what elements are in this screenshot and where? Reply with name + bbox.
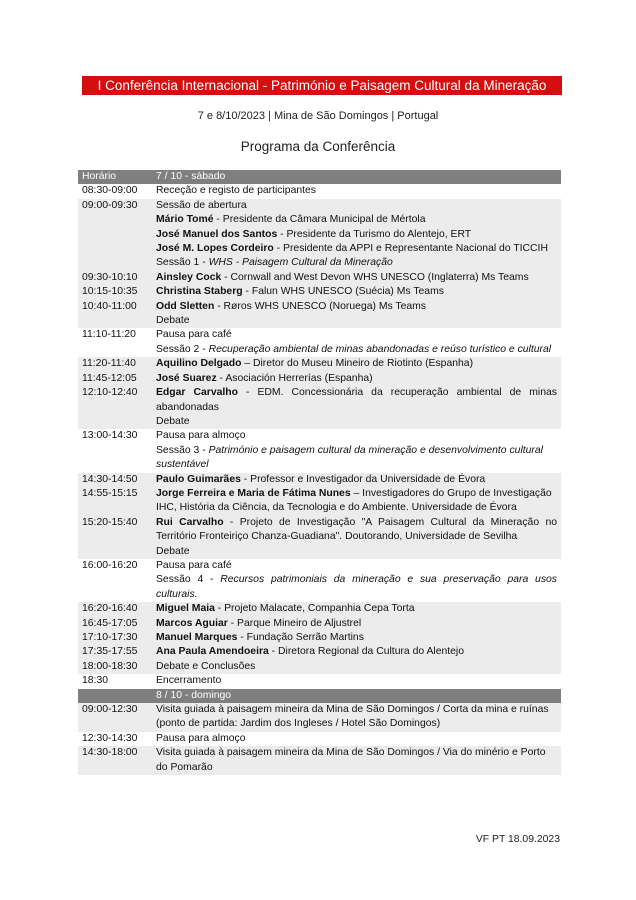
time-cell: 09:00-09:30 — [82, 199, 138, 211]
table-row — [78, 271, 561, 285]
table-row — [78, 343, 561, 357]
time-cell: 10:40-11:00 — [82, 300, 137, 312]
time-cell: 08:30-09:00 — [82, 185, 138, 197]
description-cell — [156, 631, 561, 645]
speaker-role: - EDM. Concessionária da recuperação ambiental de minas abandonadas — [156, 387, 557, 413]
conference-title: I Conferência Internacional - Património e Paisagem Cultural da Mineração — [82, 76, 562, 95]
time-cell: 17:35-17:55 — [82, 646, 138, 658]
speaker-name: Miguel Maia — [156, 603, 215, 615]
time-cell — [78, 242, 156, 256]
description-cell: Visita guiada à paisagem mineira da Mina de São Domingos / Via do minério e Porto do Pomarão — [156, 747, 546, 773]
description-cell — [156, 372, 561, 386]
table-header-day-1 — [78, 170, 561, 184]
description-cell — [156, 617, 561, 631]
speaker-name: José Suarez — [156, 372, 217, 384]
description-cell — [156, 516, 561, 545]
table-row — [78, 285, 561, 299]
table-row — [78, 516, 561, 545]
speaker-name: Christina Staberg — [156, 286, 243, 298]
table-row — [78, 415, 561, 429]
time-cell: 16:00-16:20 — [82, 559, 138, 571]
time-cell — [78, 444, 156, 473]
version-footer: VF PT 18.09.2023 — [475, 834, 560, 845]
time-cell: 11:10-11:20 — [82, 329, 136, 341]
description-cell — [156, 357, 561, 371]
program-table — [78, 170, 561, 775]
speaker-role: - Professor e Investigador da Universidade de Évora — [240, 473, 486, 485]
table-row — [78, 213, 561, 227]
speaker-name: Rui Carvalho — [156, 516, 224, 528]
speaker-role: - Falun WHS UNESCO (Suécia) Ms Teams — [242, 286, 444, 298]
session-title — [156, 343, 561, 357]
time-cell — [78, 228, 156, 242]
table-row — [78, 545, 561, 559]
session-title — [156, 573, 561, 602]
table-row — [78, 732, 561, 746]
time-cell: 10:15-10:35 — [82, 286, 138, 298]
table-row — [78, 184, 561, 198]
time-cell: 16:20-16:40 — [82, 603, 138, 615]
speaker-name: Marcos Aguiar — [156, 617, 228, 629]
time-cell: 11:45-12:05 — [82, 372, 137, 384]
description-cell: Receção e registo de participantes — [156, 185, 316, 197]
speaker-name: José M. Lopes Cordeiro — [156, 243, 274, 255]
table-row — [78, 617, 561, 631]
description-cell — [156, 213, 561, 227]
table-row — [78, 300, 561, 314]
description-cell: Pausa para almoço — [156, 732, 246, 744]
table-row — [78, 660, 561, 674]
time-cell — [78, 343, 156, 357]
table-row — [78, 386, 561, 415]
time-cell: 12:10-12:40 — [82, 387, 138, 399]
table-row — [78, 602, 561, 616]
speaker-name: Jorge Ferreira e Maria de Fátima Nunes — [156, 487, 351, 499]
speaker-role: - Cornwall and West Devon WHS UNESCO (Inglaterra) Ms Teams — [221, 271, 529, 283]
speaker-role: - Presidente da Turismo do Alentejo, ERT — [277, 228, 472, 240]
table-row — [78, 645, 561, 659]
description-cell — [156, 228, 561, 242]
time-cell — [78, 256, 156, 270]
description-cell: Encerramento — [156, 675, 222, 687]
time-cell — [78, 314, 156, 328]
time-cell: 11:20-11:40 — [82, 358, 136, 370]
table-row — [78, 487, 561, 516]
time-cell — [78, 689, 156, 703]
table-row — [78, 444, 561, 473]
session-theme: Património e paisagem cultural da mineração e desenvolvimento cultural sustentável — [156, 444, 543, 471]
description-cell: Sessão de abertura — [156, 199, 247, 211]
table-row — [78, 357, 561, 371]
session-theme: WHS - Paisagem Cultural da Mineração — [208, 257, 393, 269]
table-row — [78, 674, 561, 688]
table-row — [78, 199, 561, 213]
description-cell: Pausa para café — [156, 329, 232, 341]
table-row — [78, 372, 561, 386]
speaker-role: - Presidente da APPI e Representante Nacional do TICCIH — [273, 243, 548, 255]
program-heading: Programa da Conferência — [240, 139, 396, 154]
table-row — [78, 473, 561, 487]
table-row — [78, 228, 561, 242]
session-prefix: Sessão 3 - — [156, 444, 209, 456]
speaker-role: – Investigadores do Grupo de Investigação IHC, História da Ciência, da Tecnologia e do Ambiente. Universidade de Évora — [156, 487, 552, 514]
time-cell: 18:30 — [82, 675, 109, 687]
description-cell: Debate — [156, 545, 190, 557]
table-row — [78, 703, 561, 732]
time-column-header: Horário — [82, 171, 117, 182]
speaker-name: Mário Tomé — [156, 214, 214, 226]
description-cell — [156, 645, 561, 659]
description-cell — [156, 271, 561, 285]
session-theme: Recuperação ambiental de minas abandonadas e reúso turístico e cultural — [208, 343, 552, 355]
description-cell — [156, 473, 561, 487]
speaker-name: Manuel Marques — [156, 632, 238, 643]
time-cell — [78, 415, 156, 429]
description-cell: Pausa para café — [156, 559, 232, 571]
time-cell: 09:00-12:30 — [82, 704, 138, 716]
time-cell — [78, 573, 156, 602]
description-cell — [156, 300, 561, 314]
speaker-role: - Projeto de Investigação "A Paisagem Cultural da Mineração no Território Fronteiriço Chanza-Guadiana". Doutorando, Universidade de Sevilha — [156, 516, 557, 543]
speaker-role: - Asociación Herrerías (Espanha) — [216, 372, 373, 384]
table-row — [78, 573, 561, 602]
speaker-name: Edgar Carvalho — [156, 387, 238, 399]
time-cell: 14:30-18:00 — [82, 747, 138, 759]
speaker-name: Aquilino Delgado — [156, 358, 242, 370]
session-prefix: Sessão 2 - — [156, 343, 209, 355]
description-cell — [156, 487, 561, 516]
speaker-name: Paulo Guimarães — [156, 473, 241, 485]
table-header-day-2 — [78, 689, 561, 703]
table-row — [78, 314, 561, 328]
speaker-role: - Projeto Malacate, Companhia Cepa Torta — [214, 603, 415, 615]
table-row — [78, 429, 561, 443]
speaker-role: - Presidente da Câmara Municipal de Mértola — [213, 214, 426, 226]
speaker-role: - Fundação Serrão Martins — [237, 632, 364, 643]
speaker-name: Ana Paula Amendoeira — [156, 646, 269, 658]
time-cell: 18:00-18:30 — [82, 660, 138, 672]
table-row — [78, 559, 561, 573]
description-cell: Pausa para almoço — [156, 430, 246, 442]
speaker-name: Ainsley Cock — [156, 271, 222, 283]
speaker-role: – Diretor do Museu Mineiro de Riotinto (Espanha) — [241, 358, 474, 370]
day-label: 8 / 10 - domingo — [156, 689, 232, 701]
session-prefix: Sessão 1 - — [156, 257, 209, 269]
conference-date-location: 7 e 8/10/2023 | Mina de São Domingos | Portugal — [197, 110, 439, 122]
session-title — [156, 444, 561, 473]
time-cell — [78, 545, 156, 559]
description-cell — [156, 602, 561, 616]
session-theme: Recursos patrimoniais da mineração e sua preservação para usos culturais. — [156, 574, 557, 600]
time-cell: 09:30-10:10 — [82, 271, 138, 283]
table-row — [78, 631, 561, 645]
time-cell — [78, 213, 156, 227]
session-prefix: Sessão 4 - — [156, 574, 221, 586]
time-cell: 16:45-17:05 — [82, 617, 138, 629]
description-cell: Debate — [156, 415, 190, 427]
time-cell: 13:00-14:30 — [82, 430, 138, 442]
speaker-role: - Diretora Regional da Cultura do Alentejo — [268, 646, 465, 658]
time-cell: 12:30-14:30 — [82, 732, 138, 744]
speaker-role: - Røros WHS UNESCO (Noruega) Ms Teams — [214, 300, 427, 312]
table-row — [78, 242, 561, 256]
description-cell: Debate e Conclusões — [156, 660, 256, 672]
time-cell: 15:20-15:40 — [82, 516, 138, 528]
time-cell: 14:55-15:15 — [82, 487, 138, 499]
speaker-name: Odd Sletten — [156, 300, 215, 312]
session-title — [156, 256, 561, 270]
day-label: 7 / 10 - sábado — [156, 171, 226, 182]
table-row — [78, 256, 561, 270]
table-row — [78, 746, 561, 775]
time-cell: 14:30-14:50 — [82, 473, 138, 485]
description-cell — [156, 285, 561, 299]
table-row — [78, 328, 561, 342]
description-cell: Debate — [156, 315, 190, 327]
time-cell: 17:10-17:30 — [82, 632, 138, 643]
description-cell — [156, 242, 561, 256]
speaker-role: - Parque Mineiro de Aljustrel — [227, 617, 362, 629]
speaker-name: José Manuel dos Santos — [156, 228, 278, 240]
description-cell: Visita guiada à paisagem mineira da Mina de São Domingos / Corta da mina e ruínas (ponto de partida: Jardim dos Ingleses / Hotel São Domingos) — [156, 704, 549, 730]
description-cell — [156, 386, 561, 415]
